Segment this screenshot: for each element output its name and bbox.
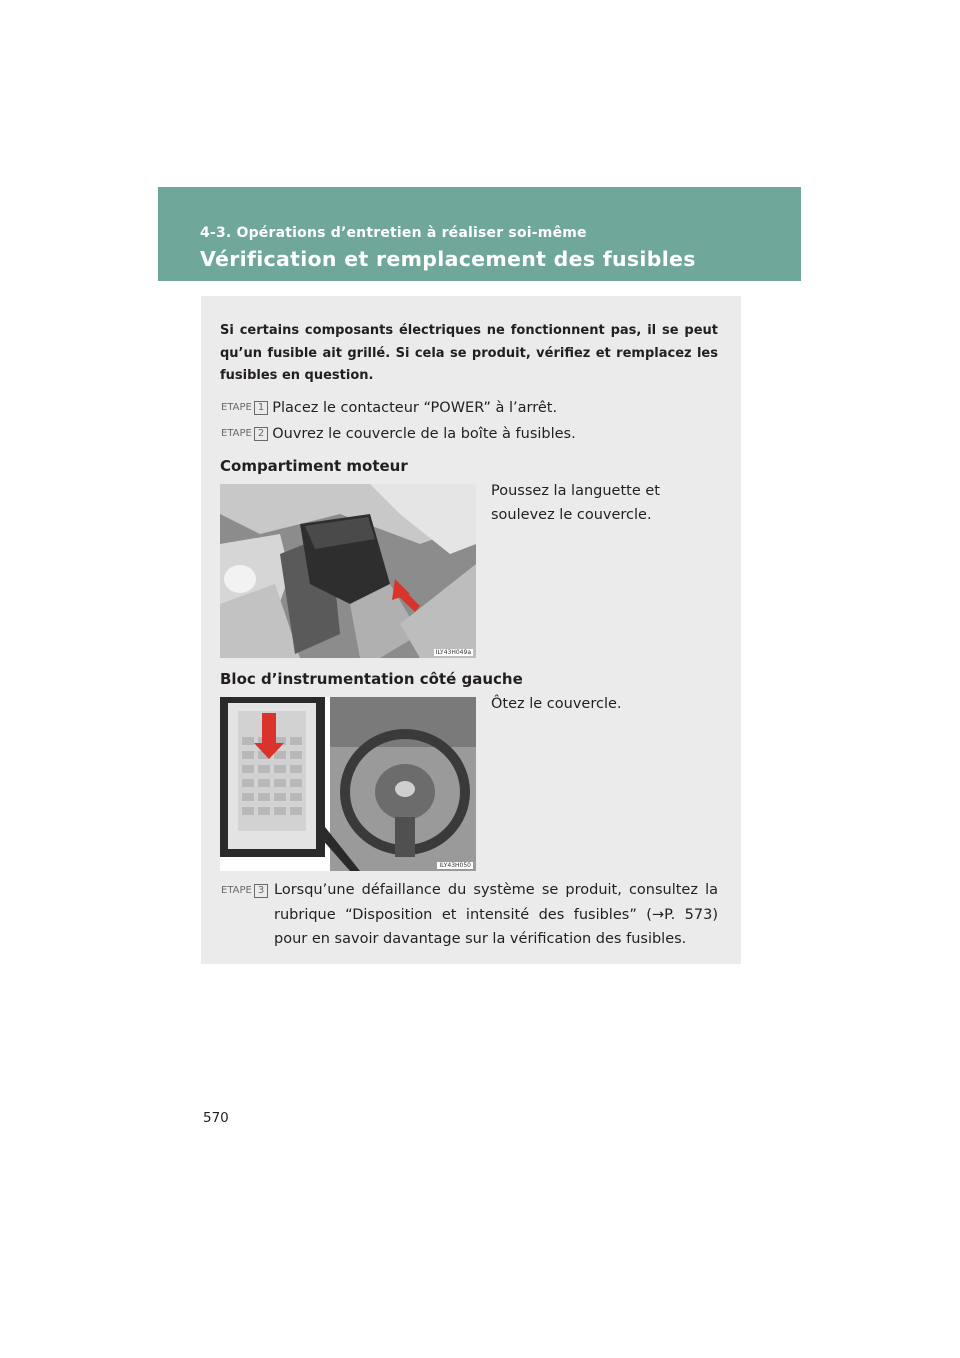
section-label: 4-3. Opérations d’entretien à réaliser soi-même: [200, 225, 587, 241]
chapter-header: [158, 187, 801, 281]
page-title: Vérification et remplacement des fusibles: [200, 247, 696, 271]
step-text: Ouvrez le couvercle de la boîte à fusibles.: [272, 426, 576, 442]
step-text: Lorsqu’une défaillance du système se produit, consultez la rubrique “Disposition et intensité des fusibles” (→P. 573) pour en savoir davantage sur la vérification des fusibles.: [274, 882, 718, 947]
engine-heading: Compartiment moteur: [220, 457, 408, 475]
step-badge: ETAPE 3: [220, 884, 268, 898]
intro-paragraph: Si certains composants électriques ne fonctionnent pas, il se peut qu’un fusible ait grillé. Si cela se produit, vérifiez et remplacez les fusibles en question.: [220, 323, 718, 383]
content-panel: [201, 296, 741, 964]
panel-caption: Ôtez le couvercle.: [491, 696, 622, 712]
step-badge: ETAPE 2: [220, 427, 268, 441]
engine-photo: [220, 484, 476, 658]
step-badge: ETAPE 1: [220, 401, 268, 415]
dashboard-photo: [220, 697, 476, 871]
step-1: [220, 396, 557, 420]
page-number: 570: [203, 1110, 229, 1126]
step-2: [220, 422, 576, 446]
image-code: ILY43H050: [439, 862, 471, 869]
step-text: Placez le contacteur “POWER” à l’arrêt.: [272, 400, 558, 416]
engine-caption: Poussez la languette et soulevez le couvercle.: [491, 483, 660, 523]
panel-heading: Bloc d’instrumentation côté gauche: [220, 670, 523, 688]
image-code: ILY43H049a: [435, 649, 471, 656]
